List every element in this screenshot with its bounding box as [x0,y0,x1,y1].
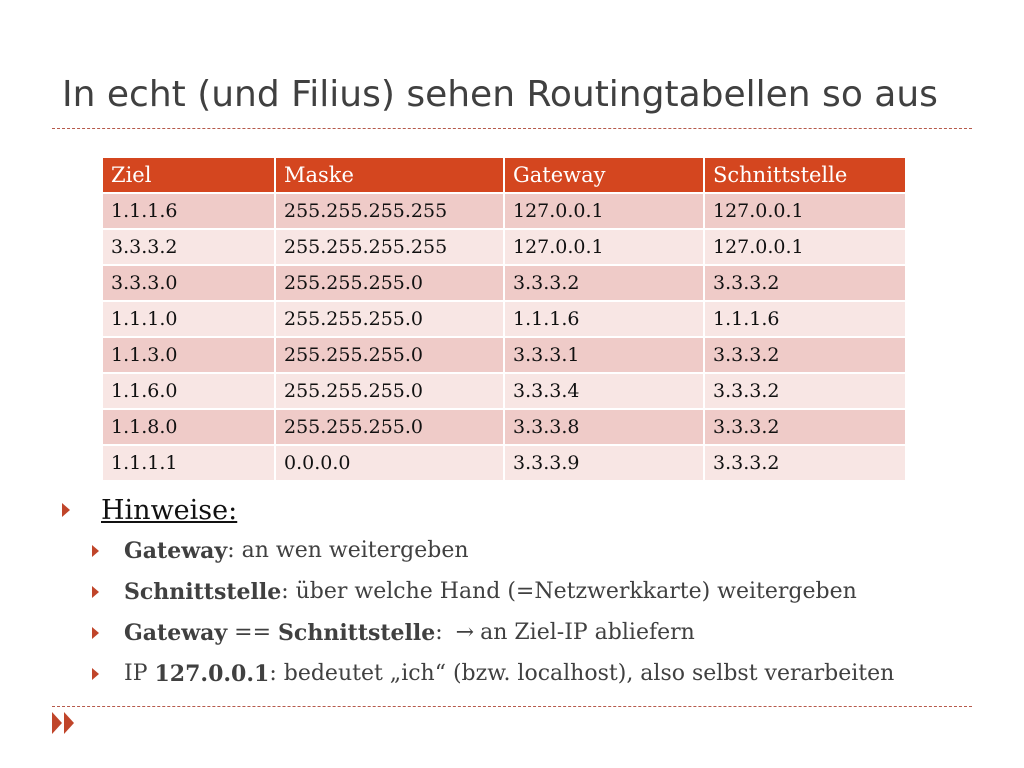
triangle-icon [64,712,74,734]
cell-schnittstelle: 3.3.3.2 [704,265,906,301]
cell-gateway: 3.3.3.2 [504,265,704,301]
hint-term: Gateway [124,537,228,564]
cell-gateway: 127.0.0.1 [504,193,704,229]
table-row [102,193,906,229]
table-row [102,445,906,481]
hint-term: Schnittstelle [124,578,282,605]
cell-ziel: 1.1.6.0 [102,373,275,409]
cell-maske: 0.0.0.0 [275,445,504,481]
cell-ziel: 3.3.3.0 [102,265,275,301]
hint-operator: == [227,620,279,645]
hint-text: : bedeutet „ich“ (bzw. localhost), also selbst verarbeiten [269,661,895,686]
cell-maske: 255.255.255.0 [275,265,504,301]
bullet-triangle-icon [92,545,99,557]
cell-maske: 255.255.255.255 [275,229,504,265]
table-row [102,301,906,337]
hint-term: Gateway [124,619,228,646]
column-header-schnittstelle: Schnittstelle [704,157,906,193]
cell-gateway: 3.3.3.1 [504,337,704,373]
slide-nav-arrows-icon [52,712,76,734]
hints-heading [62,490,894,530]
cell-ziel: 1.1.3.0 [102,337,275,373]
cell-schnittstelle: 3.3.3.2 [704,445,906,481]
slide-title: In echt (und Filius) sehen Routingtabellen so aus [62,74,938,115]
table-row [102,409,906,445]
table-header-row [102,157,906,193]
cell-gateway: 3.3.3.8 [504,409,704,445]
cell-maske: 255.255.255.0 [275,301,504,337]
cell-gateway: 3.3.3.9 [504,445,704,481]
title-divider [52,128,972,129]
cell-maske: 255.255.255.0 [275,409,504,445]
cell-maske: 255.255.255.0 [275,337,504,373]
cell-ziel: 1.1.1.1 [102,445,275,481]
cell-schnittstelle: 3.3.3.2 [704,373,906,409]
hints-list [62,490,894,694]
hint-item [92,571,894,612]
cell-gateway: 3.3.3.4 [504,373,704,409]
hint-prefix: IP [124,661,155,686]
footer-divider [52,706,972,707]
bullet-triangle-icon [92,668,99,680]
table-row [102,373,906,409]
cell-maske: 255.255.255.255 [275,193,504,229]
column-header-gateway: Gateway [504,157,704,193]
bullet-triangle-icon [92,586,99,598]
hint-text: : über welche Hand (=Netzwerkkarte) weitergeben [281,579,857,604]
cell-ziel: 1.1.1.6 [102,193,275,229]
arrow-right-icon: → [455,620,475,645]
hint-item [92,653,894,694]
column-header-ziel: Ziel [102,157,275,193]
hint-item [92,612,894,653]
cell-gateway: 127.0.0.1 [504,229,704,265]
cell-schnittstelle: 3.3.3.2 [704,409,906,445]
hint-text: an Ziel-IP abliefern [480,620,695,645]
hint-term: 127.0.0.1 [154,660,270,687]
hint-term: Schnittstelle [278,619,436,646]
bullet-triangle-icon [62,503,70,517]
cell-schnittstelle: 127.0.0.1 [704,193,906,229]
bullet-triangle-icon [92,627,99,639]
cell-ziel: 1.1.1.0 [102,301,275,337]
routing-table [101,156,907,482]
hint-text: : an wen weitergeben [227,538,469,563]
cell-ziel: 3.3.3.2 [102,229,275,265]
hint-separator: : [435,620,450,645]
table-row [102,337,906,373]
cell-gateway: 1.1.1.6 [504,301,704,337]
column-header-maske: Maske [275,157,504,193]
cell-maske: 255.255.255.0 [275,373,504,409]
table-row [102,265,906,301]
triangle-icon [52,712,62,734]
hints-heading-text: Hinweise: [101,494,238,526]
hint-item [92,530,894,571]
cell-ziel: 1.1.8.0 [102,409,275,445]
cell-schnittstelle: 1.1.1.6 [704,301,906,337]
table-row [102,229,906,265]
cell-schnittstelle: 3.3.3.2 [704,337,906,373]
cell-schnittstelle: 127.0.0.1 [704,229,906,265]
